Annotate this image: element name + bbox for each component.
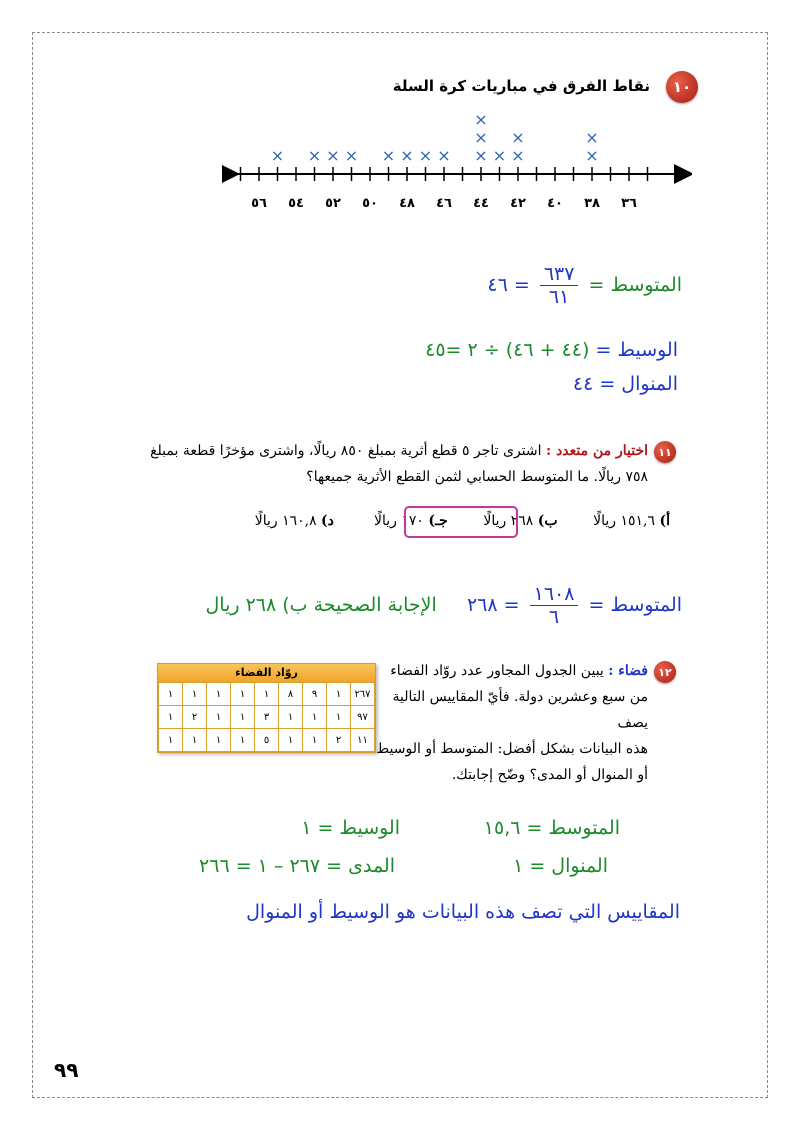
q12-line1: يبين الجدول المجاور عدد روّاد الفضاء bbox=[390, 663, 604, 679]
table-cell: ١ bbox=[303, 729, 327, 752]
axis-tick-label: ٣٦ bbox=[621, 196, 637, 211]
q12-mean: المتوسط = ١٥,٦ bbox=[483, 817, 620, 839]
table-cell: ١ bbox=[231, 706, 255, 729]
q11-fraction bbox=[530, 583, 579, 628]
q11-heading: اختيار من متعدد : bbox=[545, 443, 648, 459]
table-row bbox=[159, 683, 375, 706]
table-cell: ٢٦٧ bbox=[351, 683, 375, 706]
correct-choice-highlight bbox=[404, 506, 518, 538]
table-row bbox=[159, 729, 375, 752]
page-number: ٩٩ bbox=[54, 1058, 79, 1082]
q10-median-line bbox=[330, 339, 678, 361]
q11-line2: ٧٥٨ ريالًا. ما المتوسط الحسابي لثمن القطع الأثرية جميعها؟ bbox=[306, 469, 648, 485]
q12-line3: هذه البيانات بشكل أفضل: المتوسط أو الوسيط bbox=[376, 741, 648, 757]
axis-tick-label: ٤٤ bbox=[473, 196, 489, 211]
q12-line4: أو المنوال أو المدى؟ وضّح إجابتك. bbox=[451, 767, 648, 783]
data-point-x-mark: × bbox=[511, 146, 525, 165]
mean-fraction bbox=[540, 263, 579, 308]
table-cell: ١ bbox=[159, 729, 183, 752]
data-point-x-mark: × bbox=[474, 110, 488, 129]
q11-mean-label: المتوسط = bbox=[588, 594, 682, 616]
data-point-x-mark: × bbox=[400, 146, 414, 165]
choice-c[interactable]: جـ) ١٧٠ ريالًا bbox=[373, 513, 448, 529]
axis-tick-label: ٤٠ bbox=[547, 196, 563, 211]
q12-heading: فضاء : bbox=[608, 663, 648, 679]
q11-answer-line bbox=[185, 583, 682, 628]
question-11-badge: ١١ bbox=[654, 441, 676, 463]
data-point-x-mark: × bbox=[381, 146, 396, 165]
astronauts-table bbox=[157, 663, 376, 753]
mean-result: = ٤٦ bbox=[487, 274, 530, 296]
choice-b[interactable]: ب) ٢٦٨ ريالًا bbox=[483, 513, 558, 529]
mode-value: ٤٤ bbox=[572, 373, 594, 395]
question-10-badge: ١٠ bbox=[666, 71, 698, 103]
axis-tick-label: ٤٢ bbox=[510, 196, 526, 211]
q12-mode: المنوال = ١ bbox=[513, 855, 608, 877]
axis-tick-label: ٥٠ bbox=[362, 196, 378, 211]
data-point-x-mark: × bbox=[344, 146, 359, 165]
axis-tick-label: ٥٤ bbox=[288, 196, 304, 211]
table-cell: ١ bbox=[207, 683, 231, 706]
data-point-x-mark: × bbox=[418, 146, 433, 165]
q11-result: = ٢٦٨ bbox=[466, 594, 520, 616]
table-cell: ١ bbox=[183, 729, 207, 752]
table-cell: ٨ bbox=[279, 683, 303, 706]
data-point-x-mark: × bbox=[492, 146, 507, 165]
data-point-x-mark: × bbox=[474, 146, 488, 165]
data-point-x-mark: × bbox=[474, 128, 488, 147]
table-cell: ١ bbox=[327, 706, 351, 729]
table-cell: ٢ bbox=[183, 706, 207, 729]
q11-numerator: ١٦٠٨ bbox=[530, 583, 579, 606]
data-point-x-mark: × bbox=[270, 146, 285, 165]
choice-d[interactable]: د) ١٦٠,٨ ريالًا bbox=[254, 513, 334, 529]
table-cell: ١ bbox=[327, 683, 351, 706]
mean-label: المتوسط = bbox=[588, 274, 682, 296]
median-expression: (٤٤ + ٤٦) ÷ ٢ =٤٥ bbox=[425, 339, 590, 361]
choice-a[interactable]: أ) ١٥١,٦ ريالًا bbox=[593, 513, 670, 529]
dot-plot-title: نقاط الفرق في مباريات كرة السلة bbox=[392, 77, 650, 95]
q11-denominator: ٦ bbox=[548, 606, 560, 628]
table-cell: ٩ bbox=[303, 683, 327, 706]
data-point-x-mark: × bbox=[585, 128, 599, 147]
q12-range: المدى = ٢٦٧ – ١ = ٢٦٦ bbox=[199, 855, 395, 877]
table-cell: ١ bbox=[279, 729, 303, 752]
astronauts-data-table bbox=[158, 682, 375, 752]
q12-conclusion: المقاييس التي تصف هذه البيانات هو الوسيط أو المنوال bbox=[246, 901, 680, 923]
table-cell: ١ bbox=[279, 706, 303, 729]
table-cell: ١١ bbox=[351, 729, 375, 752]
axis-tick-label: ٤٦ bbox=[436, 196, 452, 211]
axis-tick-label: ٣٨ bbox=[584, 196, 600, 211]
table-cell: ١ bbox=[303, 706, 327, 729]
table-cell: ١ bbox=[159, 683, 183, 706]
axis-tick-label: ٥٢ bbox=[325, 196, 341, 211]
table-row bbox=[159, 706, 375, 729]
table-cell: ١ bbox=[207, 706, 231, 729]
data-point-x-mark: × bbox=[307, 146, 322, 165]
median-label: الوسيط = bbox=[595, 339, 678, 361]
table-cell: ١ bbox=[183, 683, 207, 706]
question-12-badge: ١٢ bbox=[654, 661, 676, 683]
q12-text bbox=[372, 658, 648, 788]
mean-denominator: ٦١ bbox=[548, 286, 570, 308]
table-cell: ٩٧ bbox=[351, 706, 375, 729]
table-cell: ١ bbox=[159, 706, 183, 729]
q11-correct-answer: الإجابة الصحيحة ب) ٢٦٨ ريال bbox=[205, 594, 437, 616]
q11-line1: اشترى تاجر ٥ قطع أثرية بمبلغ ٨٥٠ ريالًا، واشترى مؤخرًا قطعة بمبلغ bbox=[150, 443, 542, 459]
mean-numerator: ٦٣٧ bbox=[540, 263, 579, 286]
data-point-x-mark: × bbox=[437, 146, 451, 165]
table-cell: ٥ bbox=[255, 729, 279, 752]
table-cell: ١ bbox=[207, 729, 231, 752]
table-cell: ٣ bbox=[255, 706, 279, 729]
axis-tick-label: ٥٦ bbox=[251, 196, 267, 211]
q12-median: الوسيط = ١ bbox=[301, 817, 400, 839]
data-point-x-mark: × bbox=[585, 146, 599, 165]
axis-tick-label: ٤٨ bbox=[399, 196, 415, 211]
q10-mode-line bbox=[450, 373, 678, 395]
table-cell: ١ bbox=[231, 729, 255, 752]
q10-mean-line bbox=[420, 263, 682, 308]
table-cell: ٢ bbox=[327, 729, 351, 752]
table-cell: ١ bbox=[231, 683, 255, 706]
data-point-x-mark: × bbox=[511, 128, 525, 147]
q12-line2: من سبع وعشرين دولة. فأيّ المقاييس التالية يصف bbox=[392, 689, 648, 731]
astronauts-table-title: روّاد الفضاء bbox=[158, 664, 375, 682]
data-point-x-mark: × bbox=[326, 146, 340, 165]
dot-plot bbox=[222, 105, 692, 215]
q11-text bbox=[110, 438, 648, 490]
mode-label: المنوال = bbox=[599, 373, 678, 395]
table-cell: ١ bbox=[255, 683, 279, 706]
